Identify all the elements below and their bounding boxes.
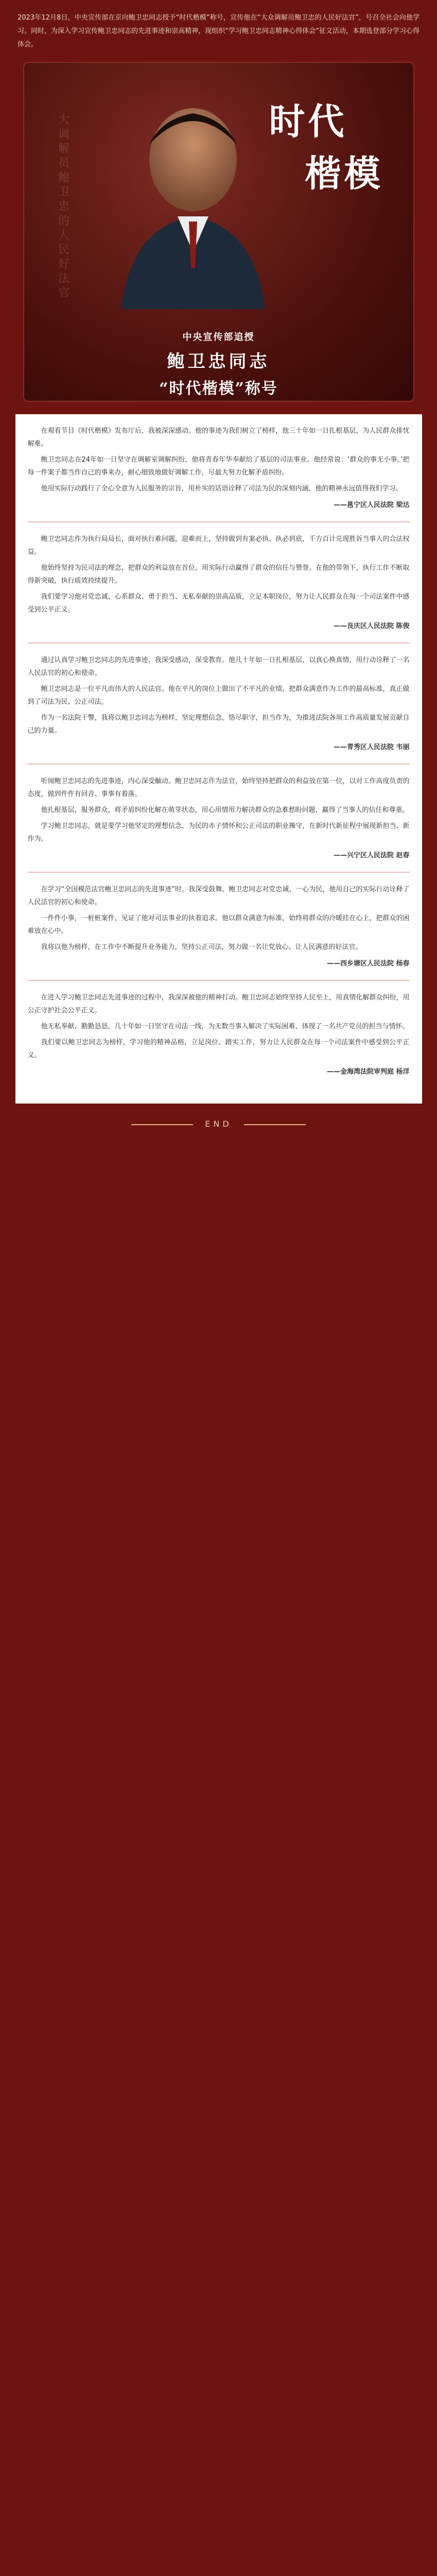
essay-5 [28,883,410,968]
hero-subtitle [23,330,414,398]
paragraph: 他始终坚持为民司法的理念，把群众的利益放在首位，用实际行动赢得了群众的信任与赞誉。在他的带领下，执行工作不断取得新突破，执行质效持续提升。 [27,564,410,585]
author-signature: ——兴宁区人民法院 赵春 [333,852,410,859]
essay-2 [28,533,410,630]
paragraph: 他无私奉献、勤勤恳恳，几十年如一日坚守在司法一线，为无数当事人解决了实际困难，体现了一名共产党员的担当与情怀。 [41,1023,409,1030]
paragraph: 我将以他为榜样，在工作中不断提升业务能力，坚持公正司法，努力做一名让党放心、让人民满意的好法官。 [41,943,362,951]
author-signature: ——良庆区人民法院 陈俊 [333,622,410,630]
end-bar-left [131,1124,193,1125]
paragraph: 在进入学习鲍卫忠同志先进事迹的过程中，我深深被他的精神打动。鲍卫忠同志始终坚持人民至上，用真情化解群众纠纷，用公正守护社会公平正义。 [27,994,410,1014]
hero-title-line1: 时代 [269,100,347,143]
essay-1 [28,425,410,509]
hero-name: 鲍卫忠同志 [167,351,270,372]
author-signature: ——邕宁区人民法院 梁达 [333,501,410,509]
divider [28,642,410,643]
paragraph: 在观看节目《时代楷模》发布厅后，我被深深感动。他的事迹为我们树立了榜样，他三十年如一日扎根基层，为人民群众排忧解难。 [27,427,410,448]
paragraph: 在学习“全国模范法官鲍卫忠同志的先进事迹”时，我深受鼓舞。鲍卫忠同志对党忠诚、一心为民，他用自己的实际行动诠释了人民法官的初心和使命。 [27,886,410,906]
paragraph: 我们要以鲍卫忠同志为榜样，学习他的精神品格，立足岗位、踏实工作，努力让人民群众在每一个司法案件中感受到公平正义。 [27,1039,410,1059]
divider [28,872,410,873]
article-body [15,414,422,1104]
hero-org: 中央宣传部追授 [182,332,255,343]
paragraph: 通过认真学习鲍卫忠同志的先进事迹，我深受感动，深受教育。他几十年如一日扎根基层，以真心换真情，用行动诠释了一名人民法官的初心和使命。 [27,656,410,677]
paragraph: 鲍卫忠同志作为执行局局长，面对执行难问题，迎难而上，坚持做到有案必执、执必到底，千方百计兑现胜诉当事人的合法权益。 [27,535,410,556]
essay-4 [28,775,410,859]
divider [28,764,410,765]
paragraph: 学习鲍卫忠同志，就是要学习他坚定的理想信念、为民的赤子情怀和公正司法的职业操守，在新时代新征程中展现新担当、新作为。 [27,822,410,843]
paragraph: 我们要学习他对党忠诚、心系群众、勇于担当、无私奉献的崇高品质，立足本职岗位，努力让人民群众在每一个司法案件中感受到公平正义。 [27,593,410,614]
hero-banner [23,62,414,402]
hero-vertical-text: 大调解员鲍卫忠的人民好法官 [56,113,69,301]
hero-title-line2: 楷模 [305,152,383,195]
paragraph: 听闻鲍卫忠同志的先进事迹，内心深受触动。鲍卫忠同志作为法官，始终坚持把群众的利益放在第一位，以对工作高度负责的态度，做到件件有回音、事事有着落。 [27,777,410,798]
divider [28,521,410,522]
essay-3 [28,654,410,751]
author-signature: ——青秀区人民法院 韦丽 [333,743,410,751]
paragraph: 他用实际行动践行了全心全意为人民服务的宗旨，用朴实的话语诠释了司法为民的深刻内涵，他的精神永远值得我们学习。 [41,485,403,493]
paragraph: 鲍卫忠同志是一位平凡而伟大的人民法官。他在平凡的岗位上做出了不平凡的业绩，把群众满意作为工作的最高标准，真正做到了司法为民、公正司法。 [27,685,410,706]
essay-6 [28,991,410,1076]
author-signature: ——金海湾法院审判庭 杨洋 [326,1068,410,1076]
paragraph: 一件件小事，一桩桩案件，见证了他对司法事业的执着追求。他以群众满意为标准，始终将群众的冷暖挂在心上，把群众的困难放在心中。 [27,914,410,935]
end-bar-right [244,1124,306,1125]
author-signature: ——西乡塘区人民法院 杨春 [326,960,410,968]
end-label: END [205,1119,232,1129]
paragraph: 作为一名法院干警，我将以鲍卫忠同志为榜样，坚定理想信念，恪尽职守，担当作为，为推进法院各项工作高质量发展贡献自己的力量。 [27,714,410,735]
paragraph: 他扎根基层、服务群众，将矛盾纠纷化解在萌芽状态，用心用情用力解决群众的急难愁盼问题，赢得了当事人的信任和尊重。 [41,806,409,814]
paragraph: 鲍卫忠同志在24年如一日坚守在调解室调解纠纷，他将青春年华奉献给了基层的司法事业。他经常说：‘群众的事无小事。’把每一件案子都当作自己的事来办，耐心细致地做好调解工作，尽最大努力化解矛盾纠纷。 [27,456,410,477]
end-marker [0,1119,437,1129]
hero-title [269,93,383,197]
portrait-image [100,82,286,309]
hero-honor: “时代楷模”称号 [159,380,278,398]
divider [28,980,410,981]
intro-text: 2023年12月8日，中央宣传部在京向鲍卫忠同志授予“时代楷模”称号，宣传他在“大众调解员鲍卫忠的人民好法官”，号召全社会向他学习。同时，为深入学习宣传鲍卫忠同志的先进事迹和崇高精神，现组织“学习鲍卫忠同志精神心得体会”征文活动，本期选登部分学习心得体会。 [18,14,419,48]
